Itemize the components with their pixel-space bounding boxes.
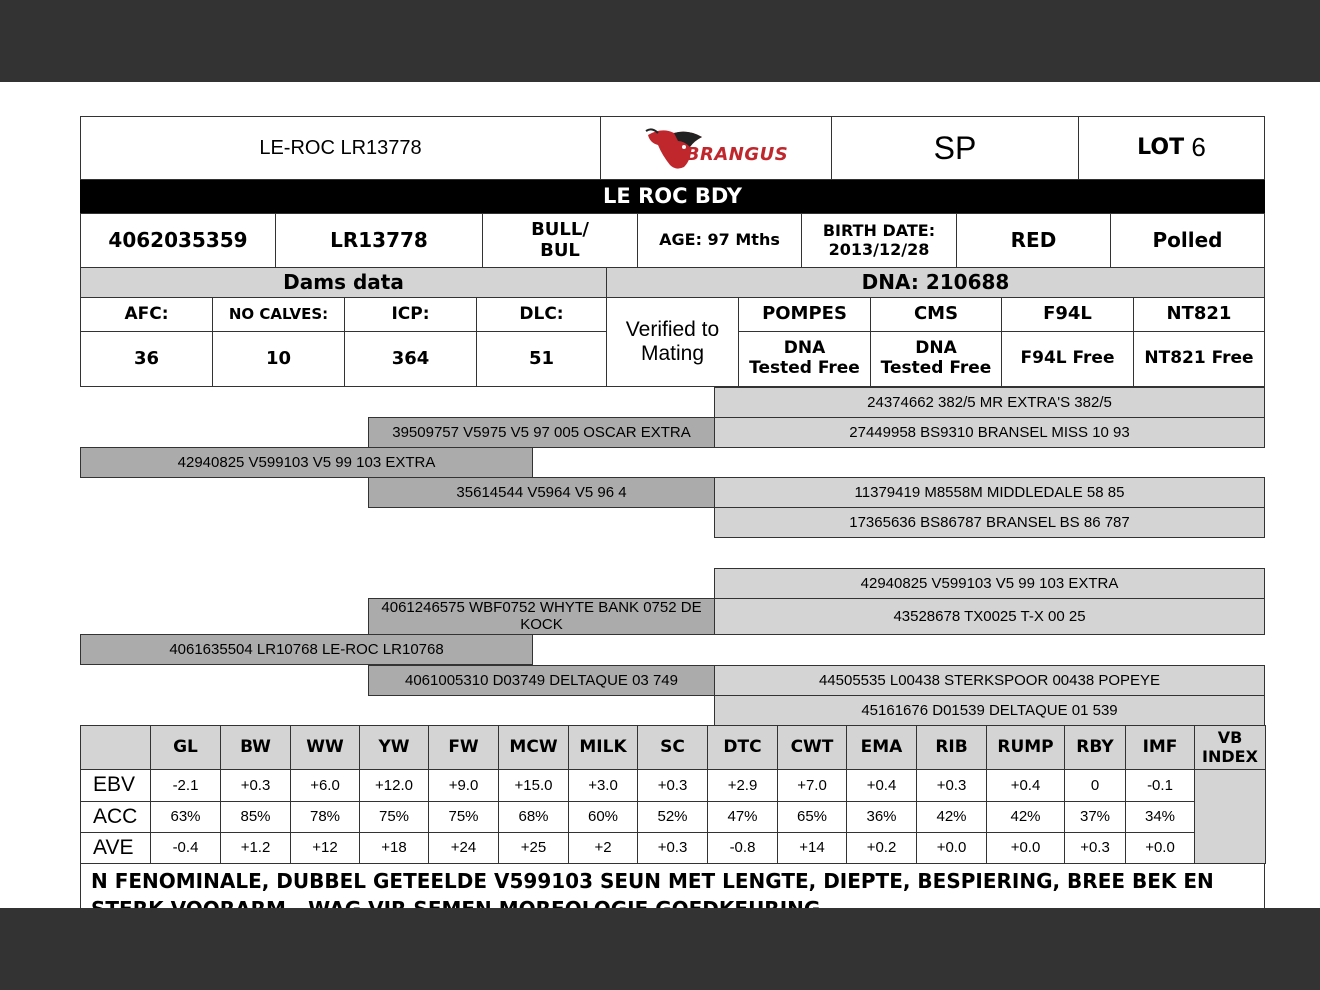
ebv-value-ave-imf	[1125, 832, 1195, 864]
dams-header-label: NO CALVES:	[228, 304, 329, 323]
pedigree-label: 11379419 M8558M MIDDLEDALE 58 85	[854, 483, 1125, 501]
colour-cell	[956, 213, 1111, 268]
pedigree-label: 27449958 BS9310 BRANSEL MISS 10 93	[849, 423, 1130, 441]
dams-header-label: DLC:	[519, 303, 564, 324]
horn-cell	[1110, 213, 1265, 268]
ebv-value-acc-bw	[220, 801, 291, 833]
brangus-logo	[600, 116, 832, 180]
pedigree-label: 44505535 L00438 STERKSPOOR 00438 POPEYE	[818, 671, 1161, 689]
birth-date-label: BIRTH DATE:	[822, 221, 936, 241]
ebv-row-label-ebv-text: EBV	[93, 773, 136, 797]
ebv-col-mcw-text: MCW	[509, 736, 558, 757]
dna-header-label: CMS	[913, 303, 959, 325]
animal-title: LE ROC BDY	[603, 184, 742, 209]
ebv-value-acc-rump-text: 42%	[1010, 808, 1041, 826]
ebv-col-gl-text: GL	[173, 736, 198, 757]
lot-number: 6	[1191, 132, 1206, 163]
pedigree-dam-dam-sire	[714, 665, 1265, 696]
dams-data-header	[80, 267, 607, 298]
ebv-col-imf-text: IMF	[1142, 736, 1178, 757]
ebv-value-ave-ema	[846, 832, 917, 864]
ebv-value-acc-rib	[916, 801, 987, 833]
ebv-value-ebv-ww	[290, 769, 360, 802]
dams-col-no-calves	[212, 297, 345, 332]
pedigree-label: 42940825 V599103 V5 99 103 EXTRA	[860, 574, 1119, 592]
verified-line2: Mating	[640, 342, 705, 365]
ebv-row-label-acc-text: ACC	[93, 804, 138, 828]
ebv-value-ave-rib	[916, 832, 987, 864]
ebv-value-ave-sc-text: +0.3	[657, 839, 688, 857]
pedigree-dam-dam	[368, 665, 715, 696]
dams-value: 51	[528, 347, 555, 369]
ebv-col-rump-text: RUMP	[997, 736, 1054, 757]
pedigree-sire-dam	[368, 477, 715, 508]
ebv-value-ave-gl-text: -0.4	[172, 839, 199, 857]
ebv-value-ebv-gl-text: -2.1	[172, 776, 199, 794]
ebv-value-ebv-rib	[916, 769, 987, 802]
dams-col-icp	[344, 297, 477, 332]
ebv-col-milk	[568, 725, 638, 770]
dams-title: Dams data	[283, 270, 404, 294]
ebv-col-vb-index	[1194, 725, 1266, 770]
ebv-value-ave-cwt-text: +14	[799, 839, 825, 857]
ebv-col-yw	[359, 725, 429, 770]
pedigree-label: 17365636 BS86787 BRANSEL BS 86 787	[849, 513, 1130, 531]
reg-number: 4062035359	[108, 228, 248, 252]
ebv-value-ave-yw-text: +18	[381, 839, 407, 857]
dams-col-dlc	[476, 297, 607, 332]
colour: RED	[1010, 228, 1057, 252]
ebv-value-acc-ww-text: 78%	[309, 808, 341, 826]
horn-status: Polled	[1152, 228, 1223, 252]
ebv-value-ebv-yw	[359, 769, 429, 802]
sex-line1: BULL/	[531, 218, 589, 240]
dams-value-dlc	[476, 331, 607, 387]
ebv-value-ave-mcw-text: +25	[520, 839, 547, 857]
viewer-bottom-bar	[0, 908, 1320, 990]
logo-text: BRANGUS	[685, 143, 789, 165]
vb-index-label: INDEX	[1202, 746, 1258, 766]
ebv-value-ebv-bw	[220, 769, 291, 802]
ebv-value-acc-fw-text: 75%	[448, 808, 479, 826]
ebv-value-ebv-rby-text: 0	[1090, 776, 1100, 794]
ebv-value-acc-mcw	[498, 801, 569, 833]
ebv-value-acc-cwt	[777, 801, 847, 833]
ebv-value-acc-milk-text: 60%	[587, 808, 619, 826]
ebv-value-acc-sc-text: 52%	[657, 808, 688, 826]
pedigree-label: 4061005310 D03749 DELTAQUE 03 749	[405, 671, 678, 689]
ebv-value-ave-dtc	[707, 832, 778, 864]
ebv-value-acc-imf-text: 34%	[1144, 808, 1176, 826]
age: AGE: 97 Mths	[659, 230, 780, 250]
animal-name: LE-ROC LR13778	[259, 136, 422, 159]
ebv-col-yw-text: YW	[378, 736, 410, 757]
ebv-value-acc-ema-text: 36%	[866, 808, 897, 826]
ebv-col-fw	[428, 725, 499, 770]
pedigree-dam-sire	[368, 598, 715, 635]
viewer-top-bar	[0, 0, 1320, 82]
ebv-value-ave-milk	[568, 832, 638, 864]
ebv-row-label-ave-text: AVE	[93, 835, 134, 859]
pedigree-sire-dam-sire	[714, 477, 1265, 508]
dna-result-f94l	[1001, 331, 1134, 387]
dna-result-line2: Tested Free	[749, 358, 860, 378]
ebv-value-acc-yw-text: 75%	[378, 808, 410, 826]
ebv-col-ww-text: WW	[306, 736, 344, 757]
ebv-value-ebv-dtc-text: +2.9	[727, 776, 758, 794]
ebv-col-cwt	[777, 725, 847, 770]
dna-col-nt821	[1133, 297, 1265, 332]
ebv-col-bw-text: BW	[240, 736, 271, 757]
lot-label: LOT	[1137, 135, 1185, 161]
ebv-value-ave-mcw	[498, 832, 569, 864]
dams-value-icp	[344, 331, 477, 387]
dna-result-line1: NT821 Free	[1144, 348, 1254, 369]
ebv-value-ave-imf-text: +0.0	[1145, 839, 1175, 857]
ebv-value-ebv-yw-text: +12.0	[375, 776, 413, 794]
ebv-value-ave-sc	[637, 832, 708, 864]
ebv-value-acc-mcw-text: 68%	[518, 808, 549, 826]
ebv-value-acc-imf	[1125, 801, 1195, 833]
ebv-value-ebv-sc	[637, 769, 708, 802]
ebv-value-acc-bw-text: 85%	[240, 808, 271, 826]
ebv-value-acc-ww	[290, 801, 360, 833]
ebv-value-acc-fw	[428, 801, 499, 833]
ebv-value-ave-rib-text: +0.0	[936, 839, 967, 857]
pedigree-label: 35614544 V5964 V5 96 4	[456, 483, 627, 501]
catalogue-page	[0, 82, 1320, 908]
birth-date: 2013/12/28	[828, 239, 930, 259]
ebv-col-sc	[637, 725, 708, 770]
sex-line2: BUL	[540, 239, 580, 261]
ebv-col-dtc	[707, 725, 778, 770]
pedigree-sire	[80, 447, 533, 478]
pedigree-label: 39509757 V5975 V5 97 005 OSCAR EXTRA	[392, 423, 691, 441]
ebv-value-acc-rby-text: 37%	[1079, 808, 1111, 826]
dams-value: 10	[265, 347, 292, 369]
dna-result-nt821	[1133, 331, 1265, 387]
ebv-col-dtc-text: DTC	[723, 736, 762, 757]
dna-title: DNA: 210688	[861, 270, 1010, 294]
ebv-value-ave-cwt	[777, 832, 847, 864]
ebv-value-acc-gl-text: 63%	[170, 808, 201, 826]
ebv-value-acc-dtc-text: 47%	[727, 808, 758, 826]
dna-result-line1: DNA	[915, 338, 957, 359]
ebv-value-ave-ww	[290, 832, 360, 864]
ebv-value-ebv-mcw	[498, 769, 569, 802]
ebv-value-ave-rump-text: +0.0	[1010, 839, 1041, 857]
dna-verified-cell	[606, 297, 739, 387]
ebv-value-ebv-fw-text: +9.0	[448, 776, 479, 794]
ebv-value-acc-yw	[359, 801, 429, 833]
ebv-col-sc-text: SC	[660, 736, 685, 757]
ebv-col-imf	[1125, 725, 1195, 770]
ebv-value-ebv-rib-text: +0.3	[936, 776, 967, 794]
ebv-col-fw-text: FW	[448, 736, 479, 757]
ebv-col-rib	[916, 725, 987, 770]
ebv-col-rby	[1064, 725, 1126, 770]
ebv-value-acc-dtc	[707, 801, 778, 833]
ebv-value-ebv-bw-text: +0.3	[240, 776, 271, 794]
dna-result-line1: F94L Free	[1020, 348, 1115, 369]
pedigree-dam-sire-dam	[714, 598, 1265, 635]
ebv-value-acc-ema	[846, 801, 917, 833]
dams-value-afc	[80, 331, 213, 387]
ebv-col-milk-text: MILK	[579, 736, 627, 757]
pedigree-label: 45161676 D01539 DELTAQUE 01 539	[861, 701, 1118, 719]
sp-cell	[831, 116, 1079, 180]
ebv-value-ave-rby-text: +0.3	[1080, 839, 1110, 857]
age-cell	[637, 213, 802, 268]
dams-value: 364	[391, 347, 430, 369]
dna-result-cms	[870, 331, 1002, 387]
ebv-value-ebv-rump-text: +0.4	[1010, 776, 1041, 794]
ebv-value-ebv-milk-text: +3.0	[588, 776, 618, 794]
ebv-col-rby-text: RBY	[1076, 736, 1114, 757]
ebv-value-ebv-ema-text: +0.4	[866, 776, 897, 794]
ebv-value-ave-ww-text: +12	[312, 839, 338, 857]
ebv-value-ebv-sc-text: +0.3	[657, 776, 688, 794]
ebv-value-ebv-cwt-text: +7.0	[797, 776, 827, 794]
dams-header-label: AFC:	[124, 303, 169, 324]
ebv-value-ave-milk-text: +2	[594, 839, 612, 857]
ebv-value-ebv-imf	[1125, 769, 1195, 802]
ebv-value-ebv-mcw-text: +15.0	[514, 776, 553, 794]
birth-date-cell	[801, 213, 957, 268]
pedigree-dam-sire-sire	[714, 568, 1265, 599]
comment-text: N FENOMINALE, DUBBEL GETEELDE V599103 SEUN MET LENGTE, DIEPTE, BESPIERING, BREE BEK EN	[91, 869, 1214, 893]
sex-cell	[482, 213, 638, 268]
ebv-corner-cell	[80, 725, 151, 770]
dna-header-label: POMPES	[762, 303, 847, 325]
ebv-col-bw	[220, 725, 291, 770]
ebv-col-cwt-text: CWT	[790, 736, 834, 757]
pedigree-label: 43528678 TX0025 T-X 00 25	[893, 607, 1086, 625]
verified-line1: Verified to	[625, 317, 720, 341]
ebv-value-acc-rby	[1064, 801, 1126, 833]
pedigree-sire-sire	[368, 417, 715, 448]
ebv-value-acc-rib-text: 42%	[936, 808, 967, 826]
ebv-value-ave-fw	[428, 832, 499, 864]
dna-result-pompes	[738, 331, 871, 387]
ebv-value-acc-rump	[986, 801, 1065, 833]
ebv-value-acc-cwt-text: 65%	[796, 808, 828, 826]
dna-col-cms	[870, 297, 1002, 332]
dna-result-line2: Tested Free	[880, 358, 992, 378]
ebv-value-ebv-dtc	[707, 769, 778, 802]
ebv-value-ebv-fw	[428, 769, 499, 802]
pedigree-label: 4061246575 WBF0752 WHYTE BANK 0752 DE KOCK	[381, 599, 702, 633]
ebv-value-ave-rump	[986, 832, 1065, 864]
ebv-value-ave-bw	[220, 832, 291, 864]
reg-number-cell	[80, 213, 276, 268]
pedigree-sire-sire-dam	[714, 417, 1265, 448]
ebv-value-ave-gl	[150, 832, 221, 864]
ebv-value-ebv-rump	[986, 769, 1065, 802]
ebv-value-ave-fw-text: +24	[450, 839, 477, 857]
pedigree-sire-sire-sire	[714, 387, 1265, 418]
dna-result-line1: DNA	[783, 338, 826, 359]
sp-label: SP	[933, 129, 977, 166]
ebv-col-rump	[986, 725, 1065, 770]
pedigree-label: 42940825 V599103 V5 99 103 EXTRA	[177, 453, 436, 471]
pedigree-label: 24374662 382/5 MR EXTRA'S 382/5	[867, 393, 1112, 411]
ebv-value-ave-dtc-text: -0.8	[729, 839, 756, 857]
pedigree-dam-dam-dam	[714, 695, 1265, 726]
ebv-row-label-ave	[80, 832, 151, 864]
animal-name-cell	[80, 116, 601, 180]
ebv-value-ebv-cwt	[777, 769, 847, 802]
pedigree-label: 4061635504 LR10768 LE-ROC LR10768	[169, 640, 444, 658]
ebv-col-rib-text: RIB	[935, 736, 968, 757]
ebv-value-ave-rby	[1064, 832, 1126, 864]
ebv-value-ebv-ema	[846, 769, 917, 802]
dna-header	[606, 267, 1265, 298]
herd-id: LR13778	[330, 228, 428, 252]
ebv-value-ebv-milk	[568, 769, 638, 802]
dams-header-label: ICP:	[391, 303, 430, 324]
dna-header-label: F94L	[1043, 303, 1092, 325]
vb-index-label: VB	[1217, 728, 1243, 748]
ebv-value-ebv-rby	[1064, 769, 1126, 802]
pedigree-dam	[80, 634, 533, 665]
pedigree-sire-dam-dam	[714, 507, 1265, 538]
dams-col-afc	[80, 297, 213, 332]
ebv-value-ebv-imf-text: -0.1	[1147, 776, 1173, 794]
dna-col-f94l	[1001, 297, 1134, 332]
ebv-col-ema	[846, 725, 917, 770]
ebv-row-label-ebv	[80, 769, 151, 802]
ebv-value-ave-yw	[359, 832, 429, 864]
ebv-col-ww	[290, 725, 360, 770]
dams-value-no-calves	[212, 331, 345, 387]
dna-header-label: NT821	[1166, 303, 1232, 325]
ebv-row-label-acc	[80, 801, 151, 833]
ebv-value-ave-bw-text: +1.2	[240, 839, 271, 857]
ebv-value-ebv-ww-text: +6.0	[310, 776, 340, 794]
ebv-value-ebv-gl	[150, 769, 221, 802]
lot-cell	[1078, 116, 1265, 180]
dna-col-pompes	[738, 297, 871, 332]
ebv-value-acc-sc	[637, 801, 708, 833]
ebv-value-acc-gl	[150, 801, 221, 833]
herd-id-cell	[275, 213, 483, 268]
dams-value: 36	[133, 347, 160, 369]
ebv-value-ave-ema-text: +0.2	[866, 839, 897, 857]
ebv-col-mcw	[498, 725, 569, 770]
ebv-col-ema-text: EMA	[860, 736, 903, 757]
ebv-col-gl	[150, 725, 221, 770]
ebv-value-acc-milk	[568, 801, 638, 833]
title-bar	[80, 180, 1265, 213]
vb-index-value-cell	[1194, 769, 1266, 864]
